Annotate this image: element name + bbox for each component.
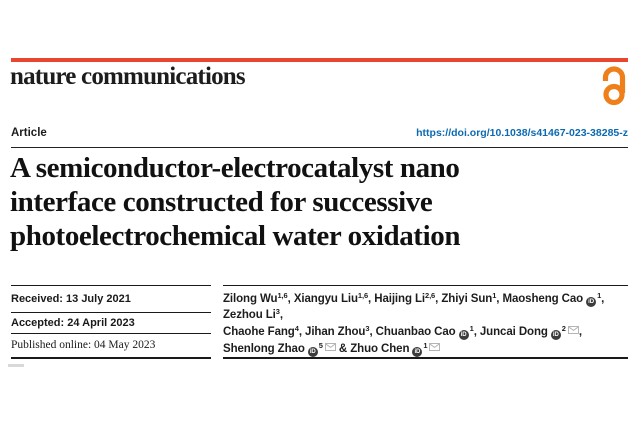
author xyxy=(480,326,579,338)
author-name: Haijing Li xyxy=(374,293,425,305)
affiliation-superscript: 1,6 xyxy=(357,291,369,300)
author-name: Jihan Zhou xyxy=(305,326,366,338)
journal-title: nature communications xyxy=(10,63,245,90)
article-type-label: Article xyxy=(11,127,47,139)
envelope-icon[interactable] xyxy=(568,323,579,339)
orcid-icon[interactable]: iD xyxy=(586,297,596,307)
open-access-icon[interactable] xyxy=(600,66,628,106)
affiliation-superscript: 2 xyxy=(561,324,566,333)
author xyxy=(223,309,280,321)
article-meta-row xyxy=(11,127,628,148)
affiliation-superscript: 1,6 xyxy=(277,291,288,300)
title-line-3: photoelectrochemical water oxidation xyxy=(10,220,461,252)
affiliation-superscript: 1 xyxy=(597,291,602,300)
title-line-1: A semiconductor-electrocatalyst nano xyxy=(10,152,460,184)
affiliation-superscript: 1 xyxy=(423,341,428,350)
author xyxy=(350,343,440,355)
author-name: Chaohe Fang xyxy=(223,326,295,338)
affiliation-superscript: 3 xyxy=(365,324,370,333)
affiliation-superscript: 1 xyxy=(492,291,497,300)
author-name: Zilong Wu xyxy=(223,293,278,305)
cropped-badge-fragment xyxy=(8,364,24,367)
author-name: Zhiyi Sun xyxy=(441,293,493,305)
article-title xyxy=(10,151,628,253)
meta-columns xyxy=(11,285,628,359)
author-byline: Zilong Wu$^{1,6}$, Xiangyu Liu$^{1,6}$, Haijing Li$^{2,6}$, Zhiyi Sun$^1$, Maosheng Cao $iD^1$, Zezhou Li$^3$, Chaohe Fang$^4$, Jihan Zhou$^3$, Chuanbao Cao $iD^1$, Juncai Dong $iD^2$ , Shenlong Zhao $iD^5$ & Zhuo Chen $iD^1$ xyxy=(223,291,605,355)
author-name: Xiangyu Liu xyxy=(293,293,358,305)
orcid-icon[interactable]: iD xyxy=(308,347,318,357)
author xyxy=(374,293,435,305)
author xyxy=(502,293,601,305)
author xyxy=(305,326,369,338)
author xyxy=(376,326,474,338)
received-date-row xyxy=(11,286,211,313)
envelope-icon[interactable] xyxy=(429,340,440,356)
author xyxy=(223,326,299,338)
masthead-accent-bar xyxy=(11,58,628,62)
author xyxy=(223,293,288,305)
author-name: Juncai Dong xyxy=(479,326,548,338)
affiliation-superscript: 5 xyxy=(318,341,323,350)
published-date-row xyxy=(11,334,211,358)
title-line-2: interface constructed for successive xyxy=(10,186,433,218)
orcid-icon[interactable]: iD xyxy=(459,330,469,340)
received-date: Received: 13 July 2021 xyxy=(11,293,131,305)
author xyxy=(441,293,496,305)
affiliation-superscript: 4 xyxy=(294,324,299,333)
author-name: Chuanbao Cao xyxy=(375,326,456,338)
author-name: Zezhou Li xyxy=(223,309,276,321)
accepted-date-row xyxy=(11,313,211,334)
affiliation-superscript: 2,6 xyxy=(425,291,436,300)
authors-column xyxy=(223,285,628,359)
orcid-icon[interactable]: iD xyxy=(412,347,422,357)
affiliation-superscript: 1 xyxy=(469,324,474,333)
author-name: Zhuo Chen xyxy=(350,343,410,355)
article-history xyxy=(11,285,211,359)
orcid-icon[interactable]: iD xyxy=(551,330,561,340)
author-name: Maosheng Cao xyxy=(502,293,584,305)
author xyxy=(294,293,368,305)
envelope-icon[interactable] xyxy=(325,340,336,356)
affiliation-superscript: 3 xyxy=(275,307,280,316)
author xyxy=(223,343,336,355)
accepted-date: Accepted: 24 April 2023 xyxy=(11,316,135,329)
doi-link[interactable]: https://doi.org/10.1038/s41467-023-38285-z xyxy=(416,127,628,139)
published-online-date: Published online: 04 May 2023 xyxy=(11,339,156,352)
author-name: Shenlong Zhao xyxy=(223,343,305,355)
